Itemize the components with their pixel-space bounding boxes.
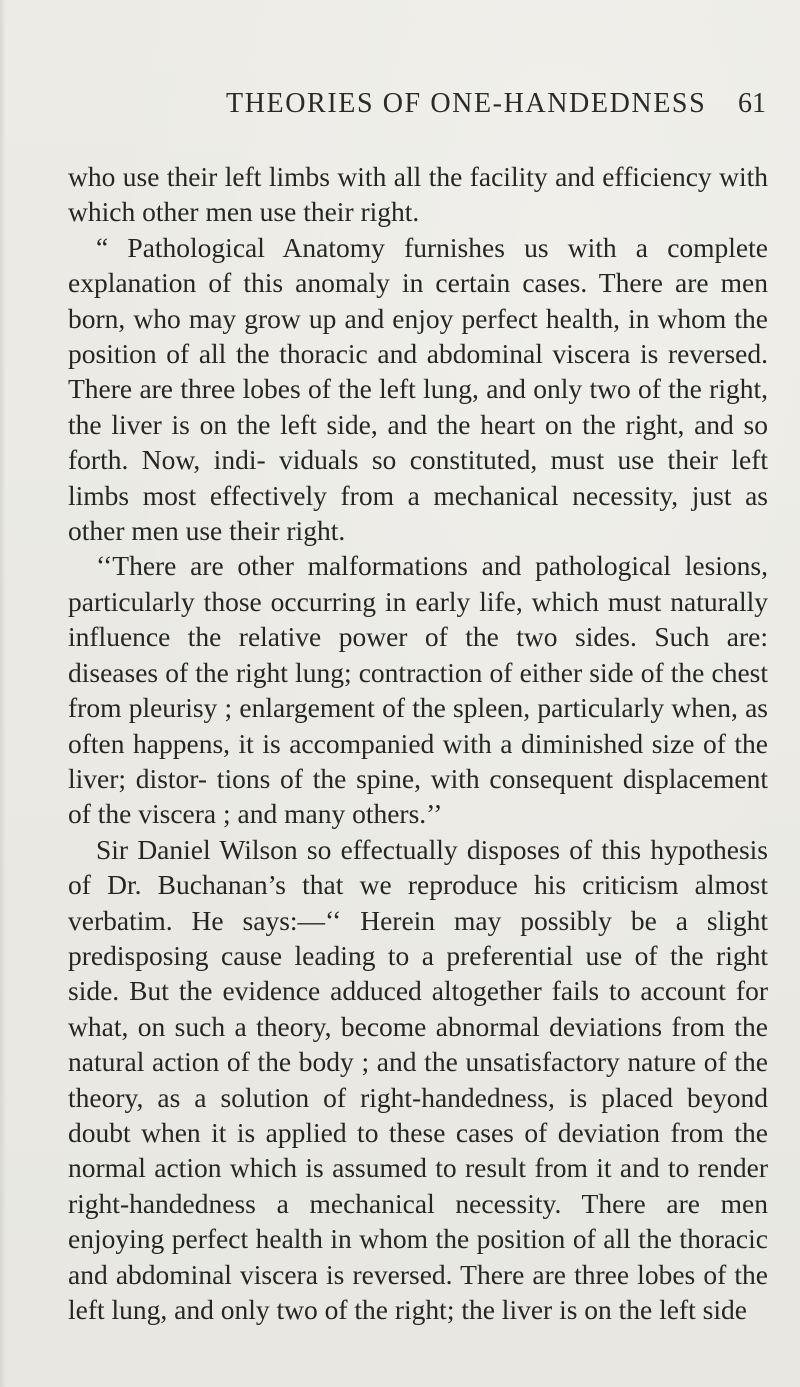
paragraph-malformations: ‘‘There are other malformations and pathological lesions, particularly those occurring in early life, which must naturally influence the relative power of the two sides. Such are: diseases of the right lung; contraction of either side of the chest from pleurisy ; enlargement of the spleen, particularly when, as often happens, it is accompanied with a diminished size of the liver; distor- tions of the spine, with consequent displacement of the viscera ; and many others.’’ <box>68 550 768 830</box>
body-text <box>68 159 768 1327</box>
running-head <box>226 88 766 128</box>
paragraph-continuation: who use their left limbs with all the facility and efficiency with which other men use their right. <box>68 161 768 228</box>
page-number: 61 <box>738 88 766 119</box>
paragraph-pathological-anatomy: “ Pathological Anatomy furnishes us with a complete explanation of this anomaly in certain cases. There are men born, who may grow up and enjoy perfect health, in whom the position of all the thoracic and abdominal viscera is reversed. There are three lobes of the left lung, and only two of the right, the liver is on the left side, and the heart on the right, and so forth. Now, indi- viduals so constituted, must use their left limbs most effectively from a mechanical necessity, just as other men use their right. <box>68 231 768 547</box>
page-edge-shadow <box>0 0 6 1387</box>
running-title: THEORIES OF ONE-HANDEDNESS <box>226 88 707 119</box>
paragraph-daniel-wilson: Sir Daniel Wilson so effectually disposes of this hypothesis of Dr. Buchanan’s that we reproduce his criticism almost verbatim. He says:—‘‘ Herein may possibly be a slight predisposing cause leading to a preferential use of the right side. But the evidence adduced altogether fails to account for what, on such a theory, become abnormal deviations from the natural action of the body ; and the unsatisfactory nature of the theory, as a solution of right-handedness, is placed beyond doubt when it is applied to these cases of deviation from the normal action which is assumed to result from it and to render right-handedness a mechanical necessity. There are men enjoying perfect health in whom the position of all the thoracic and abdominal viscera is reversed. There are three lobes of the left lung, and only two of the right; the liver is on the left side <box>68 833 768 1325</box>
